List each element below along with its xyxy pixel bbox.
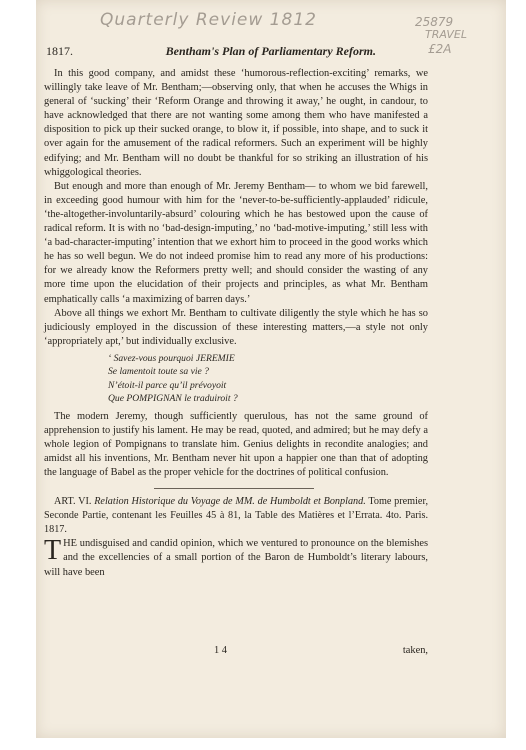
paragraph: Above all things we exhort Mr. Bentham to cultivate diligently the style which he has so judiciously employed in the discussion of these interesting matters,—a style not only ‘appropriately apt,’ but individually exclusive. bbox=[44, 307, 428, 347]
verse-line: Que POMPIGNAN le traduiroit ? bbox=[108, 393, 238, 405]
header-title bbox=[166, 44, 376, 59]
paragraph: But enough and more than enough of Mr. Jeremy Bentham— to whom we bid farewell, in exceeding good humour with him for the ‘never-to-be-sufficiently-applauded’ ridicule, ‘the-altogether-involuntarily-absurd’ colouring which he has bestowed upon the cause of radical reform. It is with no ‘bad-design-imputing,’ no ‘bad-motive-imputing,’ still less with ‘a bad-character-imputing’ intention that we exhort him to proceed in the good works which he has so well begun. We do not indeed promise him to read any more of his productions: for we already know the Reformers pretty well; and should consider the wasting of any more time upon the elucidation of their projects and principles, as what Mr. Bentham emphatically calls ‘a maximizing of barren days.’ bbox=[44, 180, 428, 305]
page-footer bbox=[44, 645, 428, 656]
paragraph: In this good company, and amidst these ‘humorous-reflection-exciting’ remarks, we willingly take leave of Mr. Bentham;—observing only, that when he accuses the Whigs in general of ‘sucking’ their ‘Reform Orange and throwing it away,’ he ought, in candour, to have acknowledged that there are not wanting some among them who have manifested a disposition to pick up their sucked orange, to blow it, if possible, into shape, and to suck it over again for the amusement of the radical reformers. Such an experiment will be highly edifying; and Mr. Bentham will no doubt be thankful for so striking an illustration of his whiggological theories. bbox=[44, 68, 428, 178]
pencil-annotation: Quarterly Review 1812 bbox=[100, 10, 317, 30]
verse-quotation bbox=[108, 352, 428, 406]
opening-text: HE undisguised and candid opinion, which we ventured to pronounce on the blemishes and the excellencies of a small portion of the Baron de Humboldt’s literary labours, will have been bbox=[44, 538, 428, 578]
verse-line: Se lamentoit toute sa vie ? bbox=[108, 366, 209, 378]
article-label: ART. VI. bbox=[54, 496, 92, 508]
article-title: Relation Historique du Voyage de MM. de Humboldt et Bonpland. bbox=[94, 496, 366, 508]
drop-cap: T bbox=[44, 535, 62, 567]
paragraph: The modern Jeremy, though sufficiently querulous, has not the same ground of apprehension to justify his lament. He may be read, quoted, and admired; but he may defy a whole legion of Pompignans to translate him. Genius delights in recondite analogies; and amidst all his inventions, Mr. Bentham never hit upon a happier one than that of adopting the language of Babel as the proper vehicle for the doctrines of political confusion. bbox=[44, 410, 428, 479]
header-title-author: Bentham's bbox=[165, 44, 219, 58]
catchword: taken, bbox=[402, 645, 428, 656]
pencil-price: £2A bbox=[428, 42, 452, 56]
article-opening bbox=[44, 537, 428, 579]
pencil-category-tag: TRAVEL bbox=[425, 28, 467, 41]
pencil-catalog-number: 25879 bbox=[415, 15, 454, 29]
article-heading bbox=[44, 495, 428, 537]
verse-line: N’étoit-il parce qu’il prévoyoit bbox=[108, 379, 227, 391]
section-divider bbox=[154, 488, 314, 489]
signature-mark: 1 4 bbox=[214, 645, 227, 656]
header-year: 1817. bbox=[46, 44, 73, 58]
running-header bbox=[46, 44, 376, 59]
header-title-rest: Plan of Parliamentary Reform. bbox=[222, 44, 376, 58]
page-body bbox=[44, 67, 428, 580]
verse-line: ‘ Savez-vous pourquoi JEREMIE bbox=[108, 352, 235, 364]
article-details: Tome premier, Seconde Partie, contenant les Feuilles 45 à 81, la Table des Matières et l’Errata. 4to. Paris. 1817. bbox=[44, 496, 428, 536]
